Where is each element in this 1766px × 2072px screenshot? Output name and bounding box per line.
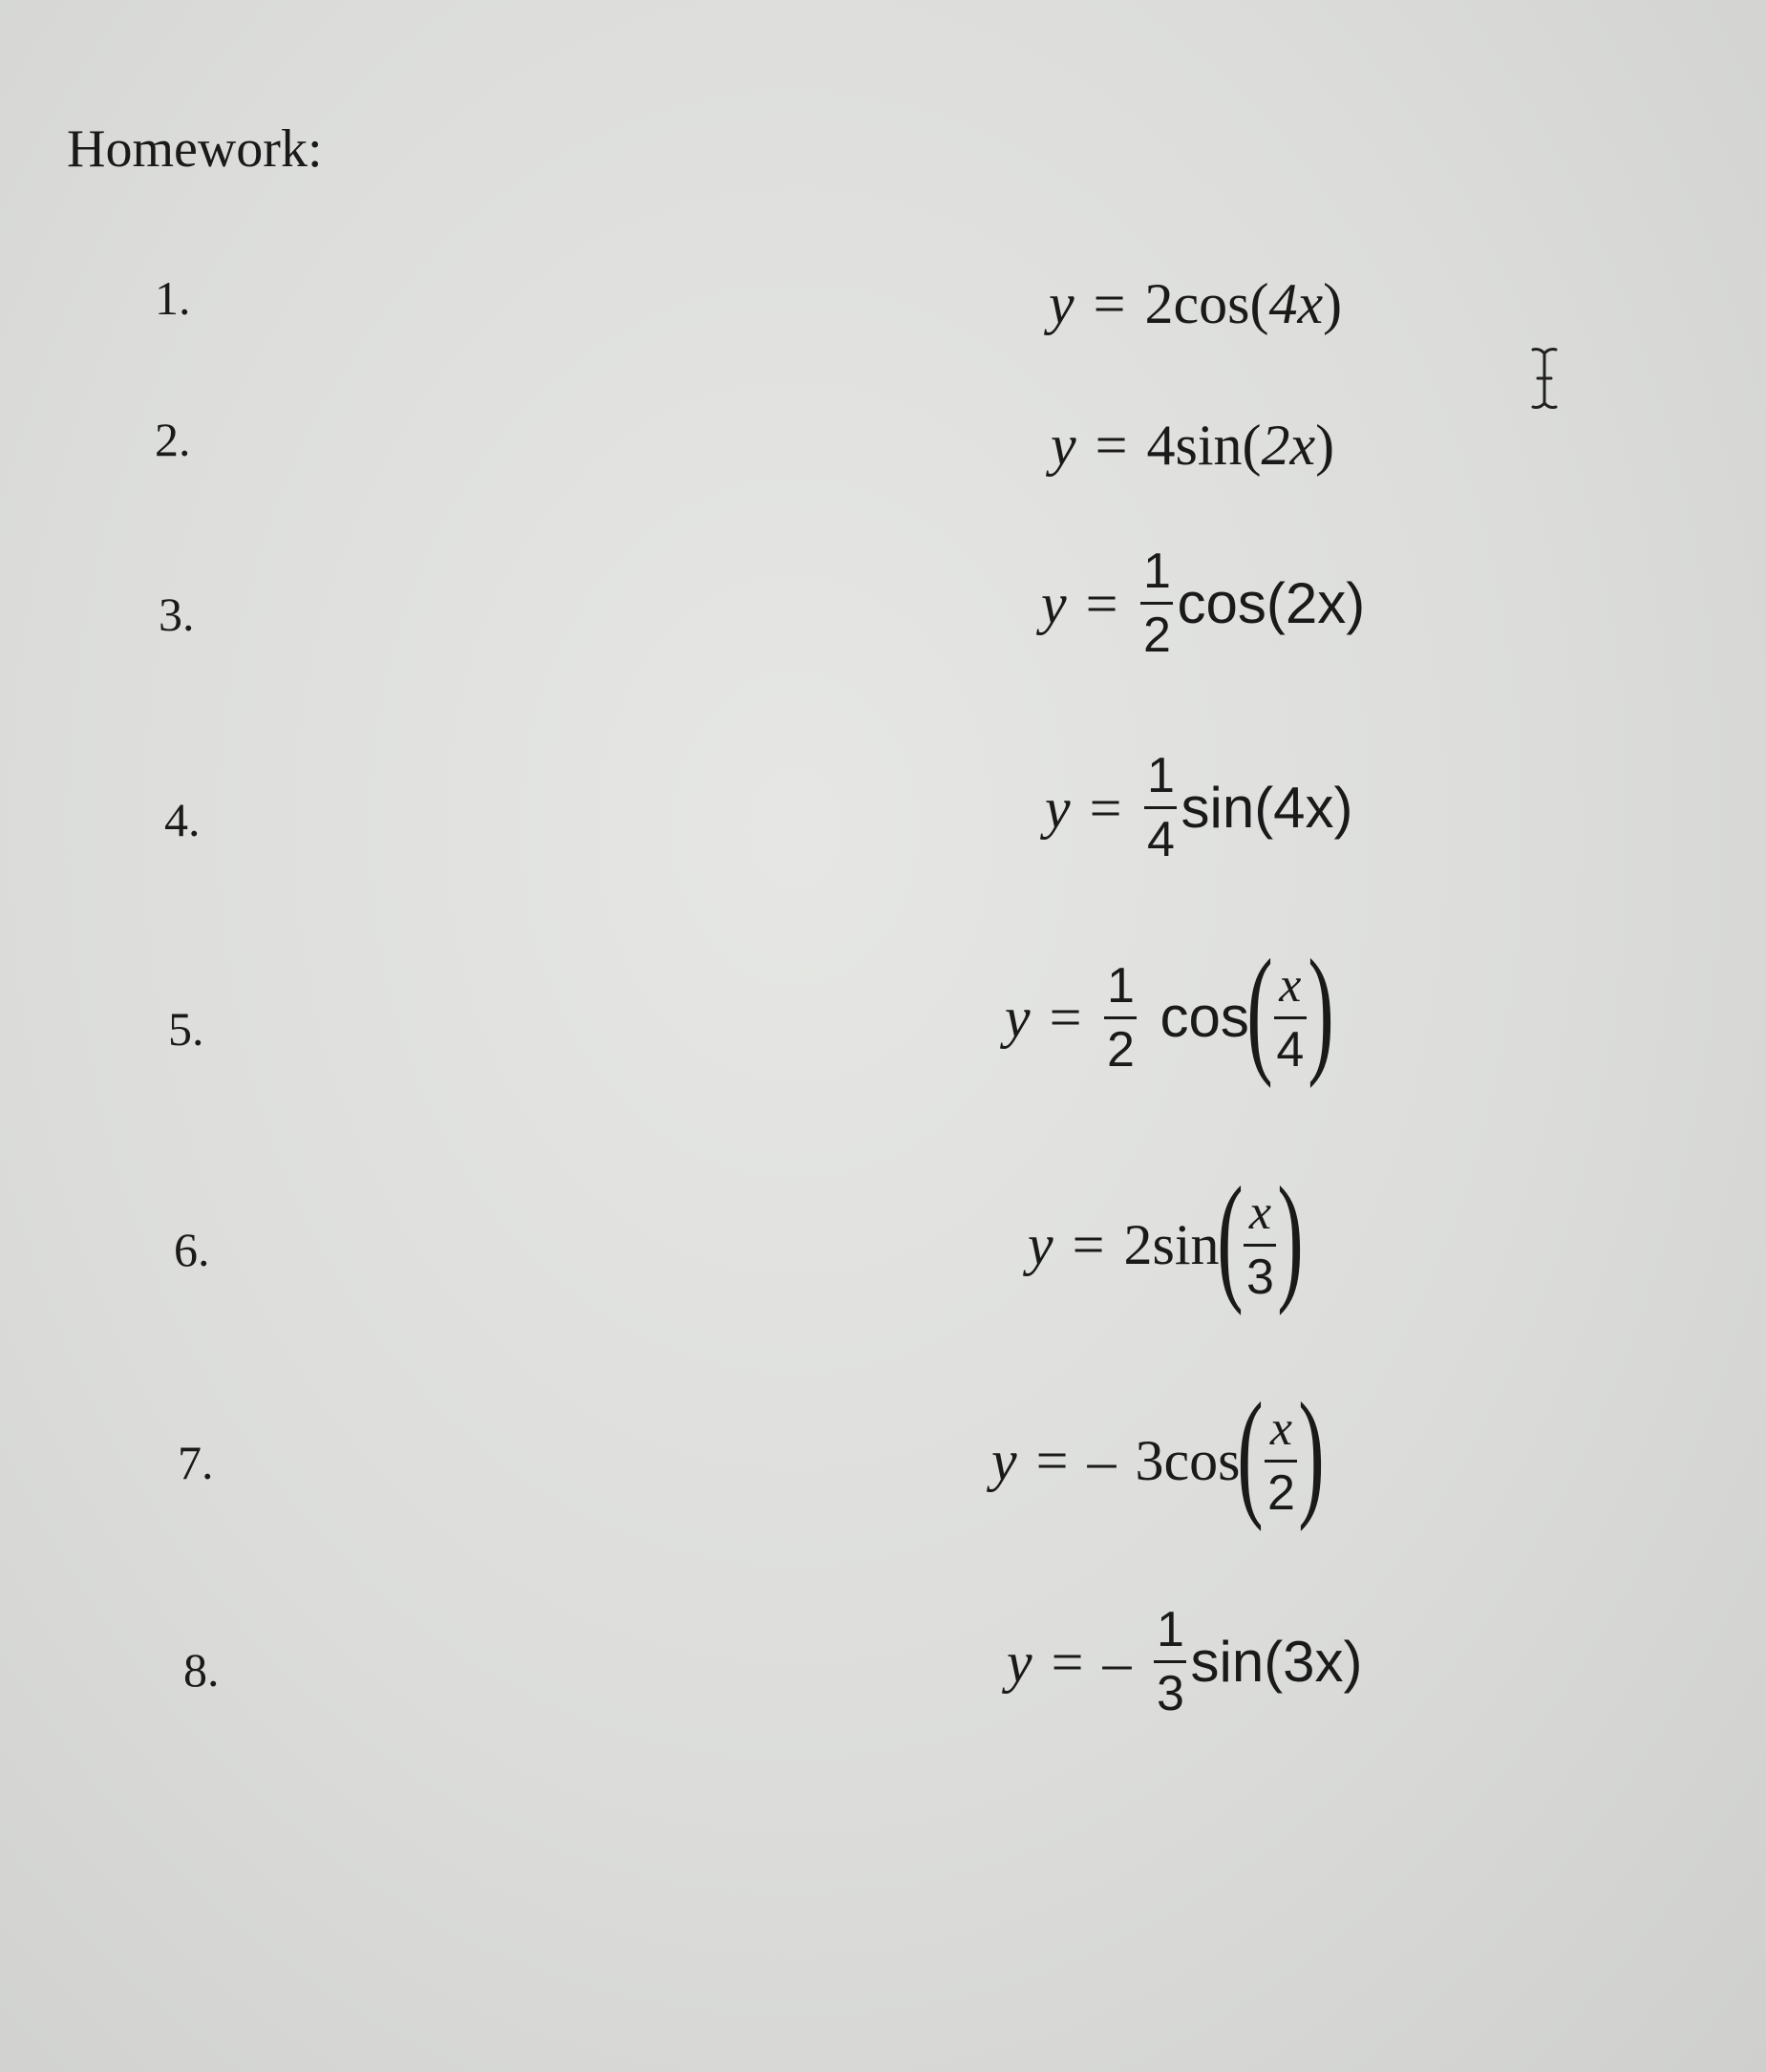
equation-4: [1045, 748, 1353, 867]
fraction-denominator: 4: [1147, 812, 1175, 867]
eq-variable: y: [1051, 414, 1076, 477]
eq-function: sin: [1175, 414, 1243, 477]
eq-variable: y: [1007, 1630, 1032, 1694]
equation-3: [1041, 544, 1366, 663]
fraction-numerator: x: [1279, 957, 1302, 1013]
fraction-denominator: 2: [1266, 1464, 1295, 1521]
problem-number-1: 1.: [155, 271, 191, 325]
eq-negative-sign: –: [1087, 1429, 1117, 1492]
eq-negative-sign: –: [1102, 1630, 1132, 1694]
fraction-bar: [1265, 1460, 1297, 1463]
problem-number-4: 4.: [164, 793, 201, 846]
fraction-bar: [1140, 602, 1173, 605]
eq-coefficient: 2: [1123, 1213, 1153, 1276]
eq-argument: 3x: [1283, 1629, 1344, 1694]
eq-fraction: [1144, 748, 1177, 867]
eq-coefficient: 4: [1146, 414, 1176, 477]
fraction-denominator: 4: [1276, 1021, 1305, 1078]
fraction-bar: [1244, 1244, 1276, 1247]
eq-fraction: [1104, 957, 1137, 1078]
eq-fraction: [1140, 544, 1173, 663]
eq-function: cos: [1177, 570, 1266, 635]
eq-coefficient: 3: [1135, 1429, 1164, 1492]
equation-7: [991, 1374, 1326, 1532]
eq-sign: =: [1049, 986, 1082, 1049]
fraction-denominator: 2: [1107, 1021, 1135, 1078]
fraction-denominator: 3: [1246, 1249, 1274, 1305]
problem-number-3: 3.: [159, 587, 195, 641]
fraction-numerator: 1: [1107, 957, 1135, 1014]
equation-5: [1005, 930, 1334, 1089]
equation-8: [1007, 1602, 1363, 1721]
eq-variable: y: [1041, 571, 1067, 635]
problem-number-2: 2.: [155, 413, 191, 466]
problem-number-8: 8.: [183, 1643, 220, 1697]
eq-variable: y: [1005, 986, 1031, 1049]
large-paren-open: (: [1246, 930, 1273, 1089]
fraction-bar: [1144, 806, 1177, 809]
eq-variable: y: [991, 1429, 1017, 1492]
problem-number-6: 6.: [174, 1223, 210, 1276]
eq-paren-close: ): [1323, 272, 1343, 335]
eq-sign: =: [1051, 1630, 1084, 1694]
equation-2: [1051, 414, 1335, 477]
eq-variable: y: [1045, 776, 1071, 840]
eq-function: sin: [1181, 775, 1255, 840]
eq-sign: =: [1089, 776, 1122, 840]
problem-number-5: 5.: [168, 1002, 204, 1056]
eq-argument: 2x: [1261, 414, 1316, 477]
fraction-bar: [1154, 1660, 1186, 1663]
equation-6: [1028, 1158, 1305, 1316]
equation-1: [1049, 272, 1343, 335]
large-paren-open: (: [1216, 1158, 1244, 1316]
eq-paren-open: (: [1266, 570, 1286, 635]
eq-argument: 2x: [1285, 570, 1347, 635]
fraction-bar: [1104, 1016, 1137, 1019]
eq-paren-open: (: [1264, 1629, 1284, 1694]
eq-paren-close: ): [1343, 1629, 1363, 1694]
large-paren-close: ): [1308, 930, 1334, 1089]
eq-paren-close: ): [1333, 775, 1353, 840]
fraction-numerator: 1: [1157, 1602, 1184, 1657]
eq-function: cos: [1160, 985, 1249, 1049]
fraction-numerator: x: [1269, 1400, 1292, 1456]
fraction-numerator: 1: [1147, 748, 1175, 803]
eq-argument-fraction: [1244, 1185, 1276, 1305]
eq-coefficient: 2: [1144, 272, 1174, 335]
fraction-denominator: 3: [1157, 1666, 1184, 1721]
page-title: Homework:: [67, 119, 323, 179]
large-paren-open: (: [1237, 1374, 1265, 1532]
eq-argument-fraction: [1265, 1400, 1297, 1521]
eq-paren-open: (: [1254, 775, 1274, 840]
eq-fraction: [1154, 1602, 1186, 1721]
fraction-numerator: 1: [1143, 544, 1171, 599]
fraction-denominator: 2: [1143, 608, 1171, 663]
eq-variable: y: [1049, 272, 1074, 335]
eq-variable: y: [1028, 1213, 1053, 1276]
eq-paren-open: (: [1249, 272, 1269, 335]
eq-paren-close: ): [1315, 414, 1335, 477]
eq-argument: 4x: [1268, 272, 1324, 335]
eq-argument-fraction: [1274, 957, 1307, 1078]
fraction-numerator: x: [1248, 1185, 1272, 1240]
eq-sign: =: [1093, 272, 1126, 335]
eq-sign: =: [1072, 1213, 1105, 1276]
fraction-bar: [1274, 1016, 1307, 1019]
eq-function: cos: [1163, 1429, 1241, 1492]
eq-sign: =: [1085, 571, 1118, 635]
eq-function: sin: [1152, 1213, 1220, 1276]
eq-function: cos: [1173, 272, 1250, 335]
problem-number-7: 7.: [178, 1436, 214, 1489]
eq-paren-open: (: [1242, 414, 1262, 477]
text-cursor-icon: [1530, 346, 1559, 411]
eq-sign: =: [1035, 1429, 1069, 1492]
eq-sign: =: [1095, 414, 1128, 477]
eq-paren-close: ): [1346, 570, 1366, 635]
large-paren-close: ): [1298, 1374, 1326, 1532]
eq-argument: 4x: [1273, 775, 1334, 840]
eq-function: sin: [1190, 1629, 1265, 1694]
large-paren-close: ): [1277, 1158, 1305, 1316]
